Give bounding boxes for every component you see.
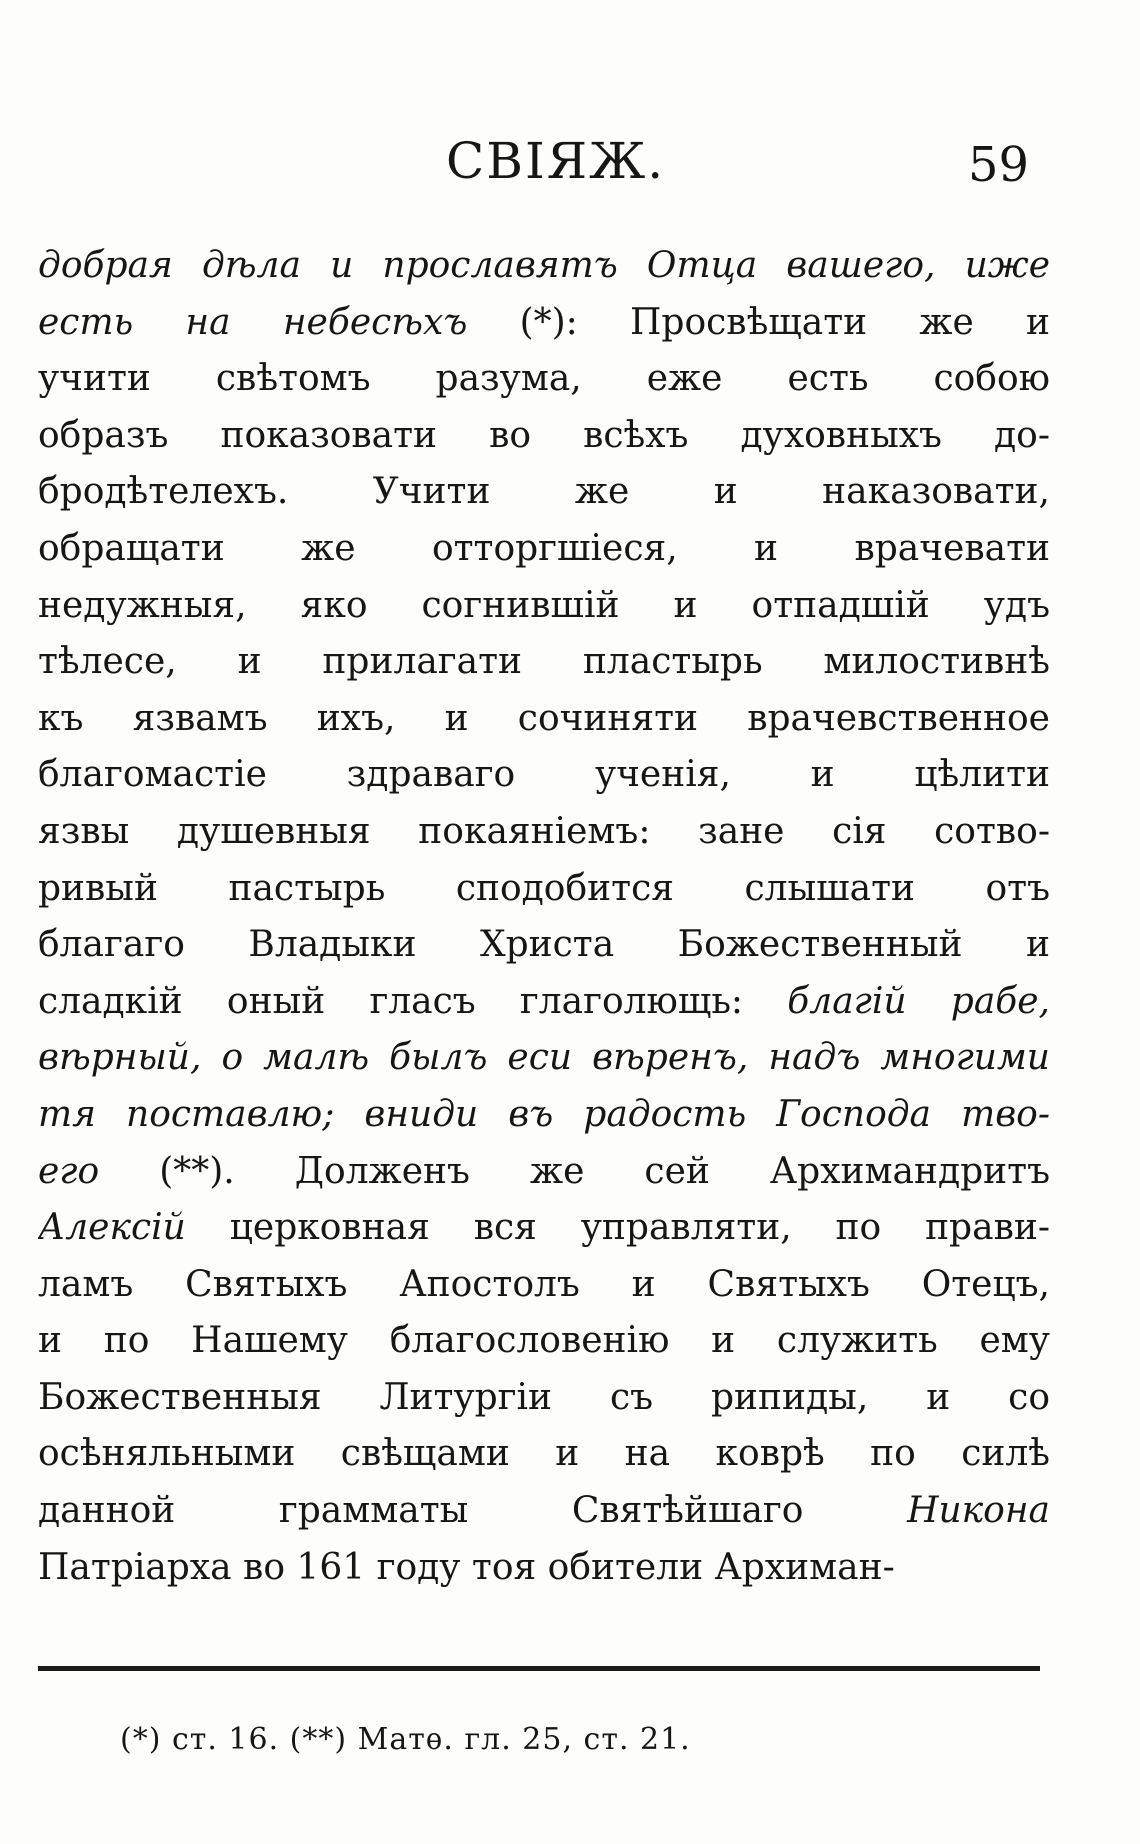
text-line [38,521,1050,578]
text-line [38,917,1050,974]
text-segment: благаго Владыки Христа Божественный и [38,924,1050,966]
text-segment: данной грамматы Святѣйшаго [38,1490,908,1532]
italic-segment: вѣрный, о малѣ былъ еси вѣренъ, надъ многими [38,1037,1050,1079]
text-segment: благомастiе здраваго ученiя, и цѣлити [38,754,1050,796]
text-line [38,861,1050,918]
italic-segment: тя поставлю; вниди въ радость Господа тво- [38,1093,1050,1135]
text-line [38,464,1050,521]
footnote-rule [38,1666,1040,1671]
text-line [38,1540,1050,1597]
text-segment: къ язвамъ ихъ, и сочиняти врачевственное [38,697,1050,739]
text-line [38,1030,1050,1087]
text-segment: ламъ Святыхъ Апостолъ и Святыхъ Отецъ, [38,1263,1050,1305]
text-segment: сладкiй оный гласъ глаголющь: [38,980,788,1022]
text-segment: (**). Долженъ же сей Архимандритъ [99,1150,1050,1192]
text-segment: и по Нашему благословенiю и служить ему [38,1320,1050,1362]
text-line [38,408,1050,465]
text-line [38,974,1050,1031]
text-segment: бродѣтелехъ. Учити же и наказовати, [38,471,1050,513]
text-line [38,295,1050,352]
text-segment: Патрiарха во 161 году тоя обители Архиман- [38,1546,895,1588]
text-segment: недужныя, яко согнившiй и отпадшiй удъ [38,584,1050,626]
italic-segment: его [38,1150,100,1192]
page-number: 59 [968,137,1030,193]
text-segment: обращати же отторгшiеся, и врачевати [38,527,1050,569]
text-segment: осѣняльными свѣщами и на коврѣ по силѣ [38,1433,1050,1475]
text-segment: Божественныя Литургiи съ рипиды, и со [38,1376,1050,1418]
text-line [38,1200,1050,1257]
text-segment: образъ показовати во всѣхъ духовныхъ до- [38,414,1050,456]
text-line [38,1483,1050,1540]
footnote: (*) ст. 16. (**) Матѳ. гл. 25, ст. 21. [120,1722,691,1757]
italic-segment: Алексiй [38,1207,186,1249]
text-segment: язвы душевныя покаянiемъ: зане сiя сотво- [38,810,1050,852]
text-line [38,578,1050,635]
text-line [38,804,1050,861]
italic-segment: добрая дѣла и прославятъ Отца вашего, иже [38,245,1050,286]
text-line [38,238,1050,295]
text-line [38,691,1050,748]
text-line [38,1087,1050,1144]
text-segment: церковная вся управляти, по прави- [185,1207,1050,1249]
running-title: СВIЯЖ. [446,132,666,190]
text-segment: учити свѣтомъ разума, еже есть собою [38,358,1050,400]
running-head [0,126,1140,196]
text-line [38,1313,1050,1370]
body-text [38,238,1050,1596]
text-line [38,1426,1050,1483]
italic-segment: есть на небесѣхъ [38,301,468,343]
text-segment: ривый пастырь сподобится слышати отъ [38,867,1050,909]
text-line [38,634,1050,691]
text-segment: (*): Просвѣщати же и [467,301,1050,343]
text-line [38,1370,1050,1427]
text-line [38,1257,1050,1314]
text-line [38,747,1050,804]
text-line [38,351,1050,408]
italic-segment: благiй рабе, [787,980,1050,1022]
italic-segment: Никона [907,1490,1050,1532]
text-line [38,1144,1050,1201]
text-segment: тѣлесе, и прилагати пластырь милостивнѣ [38,641,1050,683]
